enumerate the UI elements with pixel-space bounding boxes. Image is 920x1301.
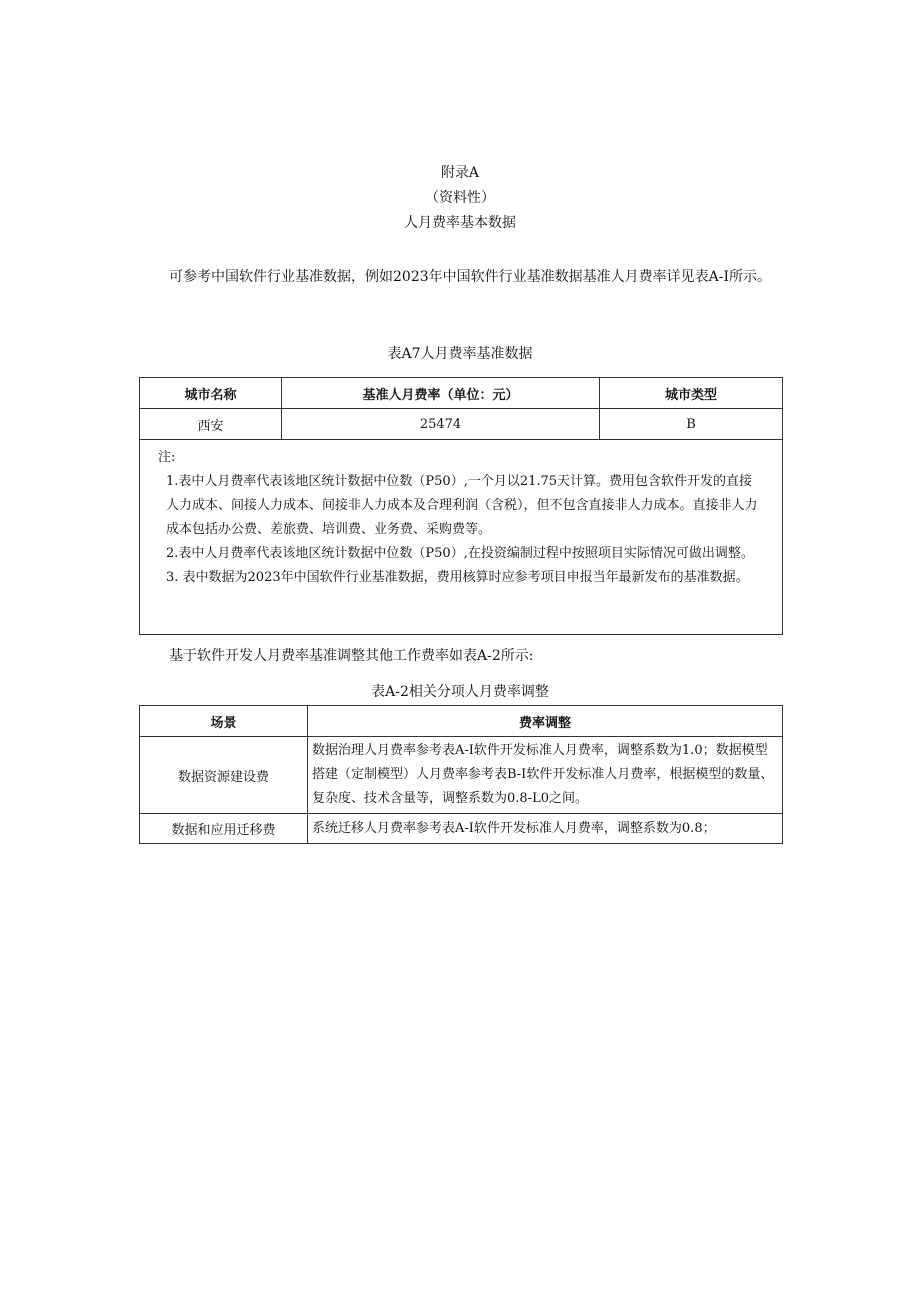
notes-content xyxy=(158,446,764,628)
table-row xyxy=(140,814,783,844)
adjustment-table xyxy=(139,705,783,844)
cell-city-name: 西安 xyxy=(140,409,282,440)
note-item-3: 3. 表中数据为2023年中国软件行业基准数据，费用核算时应参考项目申报当年最新发布的基准数据。 xyxy=(166,570,749,585)
cell-city-type: B xyxy=(600,409,783,440)
cell-scene: 数据资源建设费 xyxy=(140,737,308,814)
header-city-name: 城市名称 xyxy=(140,378,282,409)
note-item-1: 1.表中人月费率代表该地区统计数据中位数（P50）,一个月以21.75天计算。费用包含软件开发的直接人力成本、间接人力成本、间接非人力成本及合理利润（含税），但不包含直接非人力成本。直接非人力成本包括办公费、差旅费、培训费、业务费、采购费等。 xyxy=(166,474,758,537)
cell-rate-adjustment: 数据治理人月费率参考表A-I软件开发标准人月费率，调整系数为1.0；数据模型搭建（定制模型）人月费率参考表B-I软件开发标准人月费率，根据模型的数量、复杂度、技术含量等，调整系数为0.8-L0之间。 xyxy=(308,737,783,814)
table-row xyxy=(140,737,783,814)
cell-rate-adjustment: 系统迁移人月费率参考表A-I软件开发标准人月费率，调整系数为0.8； xyxy=(308,814,783,844)
cell-scene: 数据和应用迁移费 xyxy=(140,814,308,844)
appendix-title: 附录A xyxy=(440,165,480,181)
appendix-subtitle: （资料性） xyxy=(425,190,495,206)
table1-caption: 表A7人月费率基准数据 xyxy=(387,346,533,362)
table2-caption: 表A-2相关分项人月费率调整 xyxy=(371,684,549,700)
adjustment-intro: 基于软件开发人月费率基准调整其他工作费率如表A-2所示: xyxy=(169,648,534,664)
appendix-name: 人月费率基本数据 xyxy=(404,215,516,231)
cell-base-rate: 25474 xyxy=(282,409,600,440)
header-rate-adjustment: 费率调整 xyxy=(308,706,783,737)
table-header-row xyxy=(140,378,783,409)
table-row xyxy=(140,409,783,440)
header-base-rate: 基准人月费率（单位：元） xyxy=(282,378,600,409)
table-header-row xyxy=(140,706,783,737)
intro-paragraph: 可参考中国软件行业基准数据，例如2023年中国软件行业基准数据基准人月费率详见表A-I所示。 xyxy=(169,269,771,285)
notes-label: 注: xyxy=(158,450,176,465)
rate-table xyxy=(139,377,783,635)
header-city-type: 城市类型 xyxy=(600,378,783,409)
note-item-2: 2.表中人月费率代表该地区统计数据中位数（P50）,在投资编制过程中按照项目实际情况可做出调整。 xyxy=(166,546,754,561)
notes-cell xyxy=(140,440,783,635)
header-scene: 场景 xyxy=(140,706,308,737)
notes-row xyxy=(140,440,783,635)
